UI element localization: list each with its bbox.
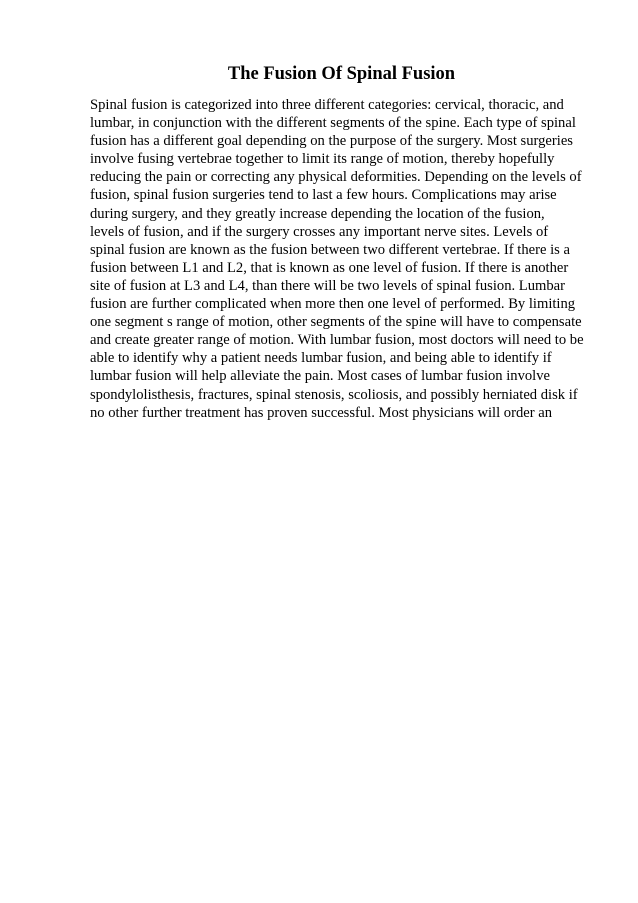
body-line: able to identify why a patient needs lumbar fusion, and being able to identify if (90, 350, 552, 367)
body-line: lumbar, in conjunction with the different segments of the spine. Each type of spinal (90, 115, 576, 132)
body-line: one segment s range of motion, other segments of the spine will have to compensate (90, 314, 582, 331)
body-line: involve fusing vertebrae together to limit its range of motion, thereby hopefully (90, 151, 555, 168)
body-line: spondylolisthesis, fractures, spinal stenosis, scoliosis, and possibly herniated disk if (90, 386, 578, 403)
body-line: levels of fusion, and if the surgery crosses any important nerve sites. Levels of (90, 223, 549, 240)
body-line: fusion, spinal fusion surgeries tend to last a few hours. Complications may arise (90, 187, 557, 204)
body-line: reducing the pain or correcting any physical deformities. Depending on the levels of (90, 169, 582, 186)
body-line: Spinal fusion is categorized into three different categories: cervical, thoracic, and (90, 97, 564, 113)
body-line: fusion between L1 and L2, that is known as one level of fusion. If there is another (90, 259, 569, 276)
document-body (90, 96, 590, 422)
body-line: spinal fusion are known as the fusion between two different vertebrae. If there is a (90, 241, 570, 258)
body-line: no other further treatment has proven successful. Most physicians will order an (90, 404, 553, 421)
body-line: and create greater range of motion. With lumbar fusion, most doctors will need to be (90, 332, 584, 349)
body-line: fusion are further complicated when more then one level of performed. By limiting (90, 296, 576, 313)
body-line: during surgery, and they greatly increase depending the location of the fusion, (90, 205, 545, 222)
document-title: The Fusion Of Spinal Fusion (227, 64, 456, 84)
body-line: lumbar fusion will help alleviate the pain. Most cases of lumbar fusion involve (90, 368, 551, 385)
body-line: site of fusion at L3 and L4, than there will be two levels of spinal fusion. Lumbar (90, 277, 566, 294)
body-line: fusion has a different goal depending on the purpose of the surgery. Most surgeries (90, 133, 573, 150)
